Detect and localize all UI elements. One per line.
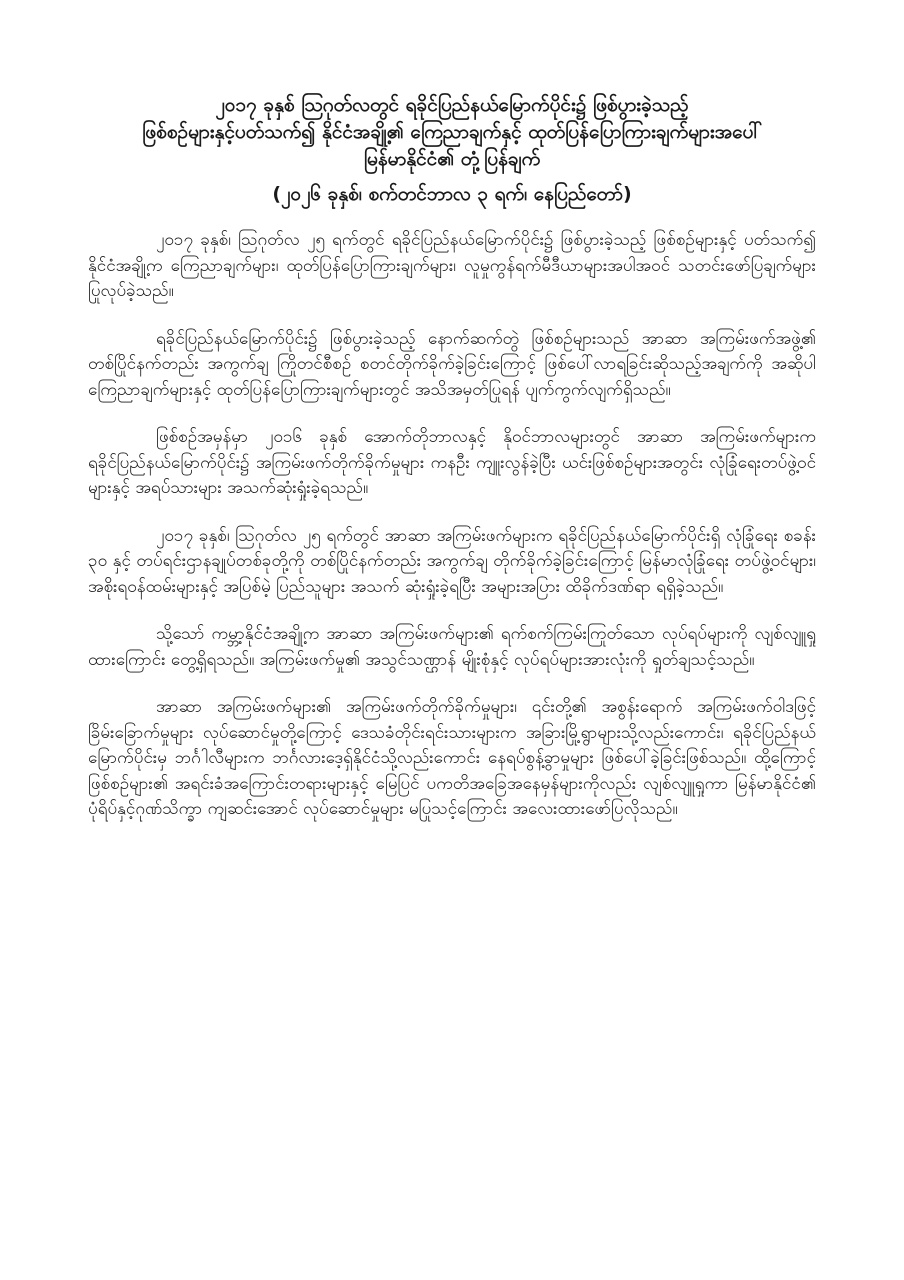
document-date-location: (၂၀၂၆ ခုနှစ်၊ စက်တင်ဘာလ ၃ ရက်၊ နေပြည်တော်) (272, 183, 632, 205)
title-block (88, 92, 816, 208)
document-title-line-1: ၂၀၁၇ ခုနှစ် ဩဂုတ်လတွင် ရခိုင်ပြည်နယ်မြောက်ပိုင်း၌ ဖြစ်ပွားခဲ့သည့် (215, 94, 689, 116)
document-title-line-2: ဖြစ်စဉ်များနှင့်ပတ်သက်၍ နိုင်ငံအချို့၏ ကြေညာချက်နှင့် ထုတ်ပြန်ပြောကြားချက်များအပေါ် (142, 121, 762, 143)
paragraph-4: ၂၀၁၇ ခုနှစ်၊ ဩဂုတ်လ ၂၅ ရက်တွင် အာဆာ အကြမ်းဖက်များက ရခိုင်ပြည်နယ်မြောက်ပိုင်းရှိ လုံခြုံရေး စခန်း ၃၀ နှင့် တပ်ရင်းဌာနချုပ်တစ်ခုတို့ကို တစ်ပြိုင်နက်တည်း အကွက်ချ တိုက်ခိုက်ခဲ့ခြင်းကြောင့် မြန်မာလုံခြုံရေး တပ်ဖွဲ့ဝင်များ၊ အစိုးရဝန်ထမ်းများနှင့် အပြစ်မဲ့ ပြည်သူများ အသက် ဆုံးရှုံးခဲ့ရပြီး အများအပြား ထိခိုက်ဒဏ်ရာ ရရှိခဲ့သည်။ (88, 525, 816, 597)
paragraph-1: ၂၀၁၇ ခုနှစ်၊ ဩဂုတ်လ ၂၅ ရက်တွင် ရခိုင်ပြည်နယ်မြောက်ပိုင်း၌ ဖြစ်ပွားခဲ့သည့် ဖြစ်စဉ်များနှင့် ပတ်သက်၍ နိုင်ငံအချို့က ကြေညာချက်များ၊ ထုတ်ပြန်ပြောကြားချက်များ၊ လူမှုကွန်ရက်မီဒီယာများအပါအဝင် သတင်းဖော်ပြချက်များ ပြုလုပ်ခဲ့သည်။ (88, 230, 816, 301)
document-title-line-3: မြန်မာနိုင်ငံ၏ တုံ့ပြန်ချက် (363, 148, 541, 170)
statement-document (88, 92, 816, 845)
paragraph-2: ရခိုင်ပြည်နယ်မြောက်ပိုင်း၌ ဖြစ်ပွားခဲ့သည့် နောက်ဆက်တွဲ ဖြစ်စဉ်များသည် အာဆာ အကြမ်းဖက်အဖွဲ့၏ တစ်ပြိုင်နက်တည်း အကွက်ချ ကြိုတင်စီစဉ် စတင်တိုက်ခိုက်ခဲ့ခြင်းကြောင့် ဖြစ်ပေါ်လာရခြင်းဆိုသည့်အချက်ကို အဆိုပါ ကြေညာချက်များနှင့် ထုတ်ပြန်ပြောကြားချက်များတွင် အသိအမှတ်ပြုရန် ပျက်ကွက်လျက်ရှိသည်။ (88, 328, 816, 400)
paragraph-6: အာဆာ အကြမ်းဖက်များ၏ အကြမ်းဖက်တိုက်ခိုက်မှုများ၊ ၎င်းတို့၏ အစွန်းရောက် အကြမ်းဖက်ဝါဒဖြင့် ခြိမ်းခြောက်မှုများ လုပ်ဆောင်မှုတို့ကြောင့် ဒေသခံတိုင်းရင်းသားများက အခြားမြို့ရွာများသို့လည်းကောင်း၊ ရခိုင်ပြည်နယ်မြောက်ပိုင်းမှ ဘင်္ဂါလီများက ဘင်္ဂလားဒေ့ရှ်နိုင်ငံသို့လည်းကောင်း နေရပ်စွန့်ခွာမှုများ ဖြစ်ပေါ်ခဲ့ခြင်းဖြစ်သည်။ ထို့ကြောင့် ဖြစ်စဉ်များ၏ အရင်းခံအကြောင်းတရားများနှင့် မြေပြင် ပကတိအခြေအနေမှန်များကိုလည်း လျစ်လျူရှုကာ မြန်မာနိုင်ငံ၏ ပုံရိပ်နှင့်ဂုဏ်သိက္ခာ ကျဆင်းအောင် လုပ်ဆောင်မှုများ မပြုသင့်ကြောင်း အလေးထားဖော်ပြလိုသည်။ (88, 697, 816, 819)
paragraph-5: သို့သော် ကမ္ဘာ့နိုင်ငံအချို့က အာဆာ အကြမ်းဖက်များ၏ ရက်စက်ကြမ်းကြုတ်သော လုပ်ရပ်များကို လျစ်လျူရှုထားကြောင်း တွေ့ရှိရသည်။ အကြမ်းဖက်မှု၏ အသွင်သဏ္ဌာန် မျိုးစုံနှင့် လုပ်ရပ်များအားလုံးကို ရှုတ်ချသင့်သည်။ (88, 624, 816, 670)
paragraph-3: ဖြစ်စဉ်အမှန်မှာ ၂၀၁၆ ခုနှစ် အောက်တိုဘာလနှင့် နိုဝင်ဘာလများတွင် အာဆာ အကြမ်းဖက်များက ရခိုင်ပြည်နယ်မြောက်ပိုင်း၌ အကြမ်းဖက်တိုက်ခိုက်မှုများ ကနဦး ကျူးလွန်ခဲ့ပြီး ယင်းဖြစ်စဉ်များအတွင်း လုံခြုံရေးတပ်ဖွဲ့ဝင်များနှင့် အရပ်သားများ အသက်ဆုံးရှုံးခဲ့ရသည်။ (88, 427, 816, 498)
